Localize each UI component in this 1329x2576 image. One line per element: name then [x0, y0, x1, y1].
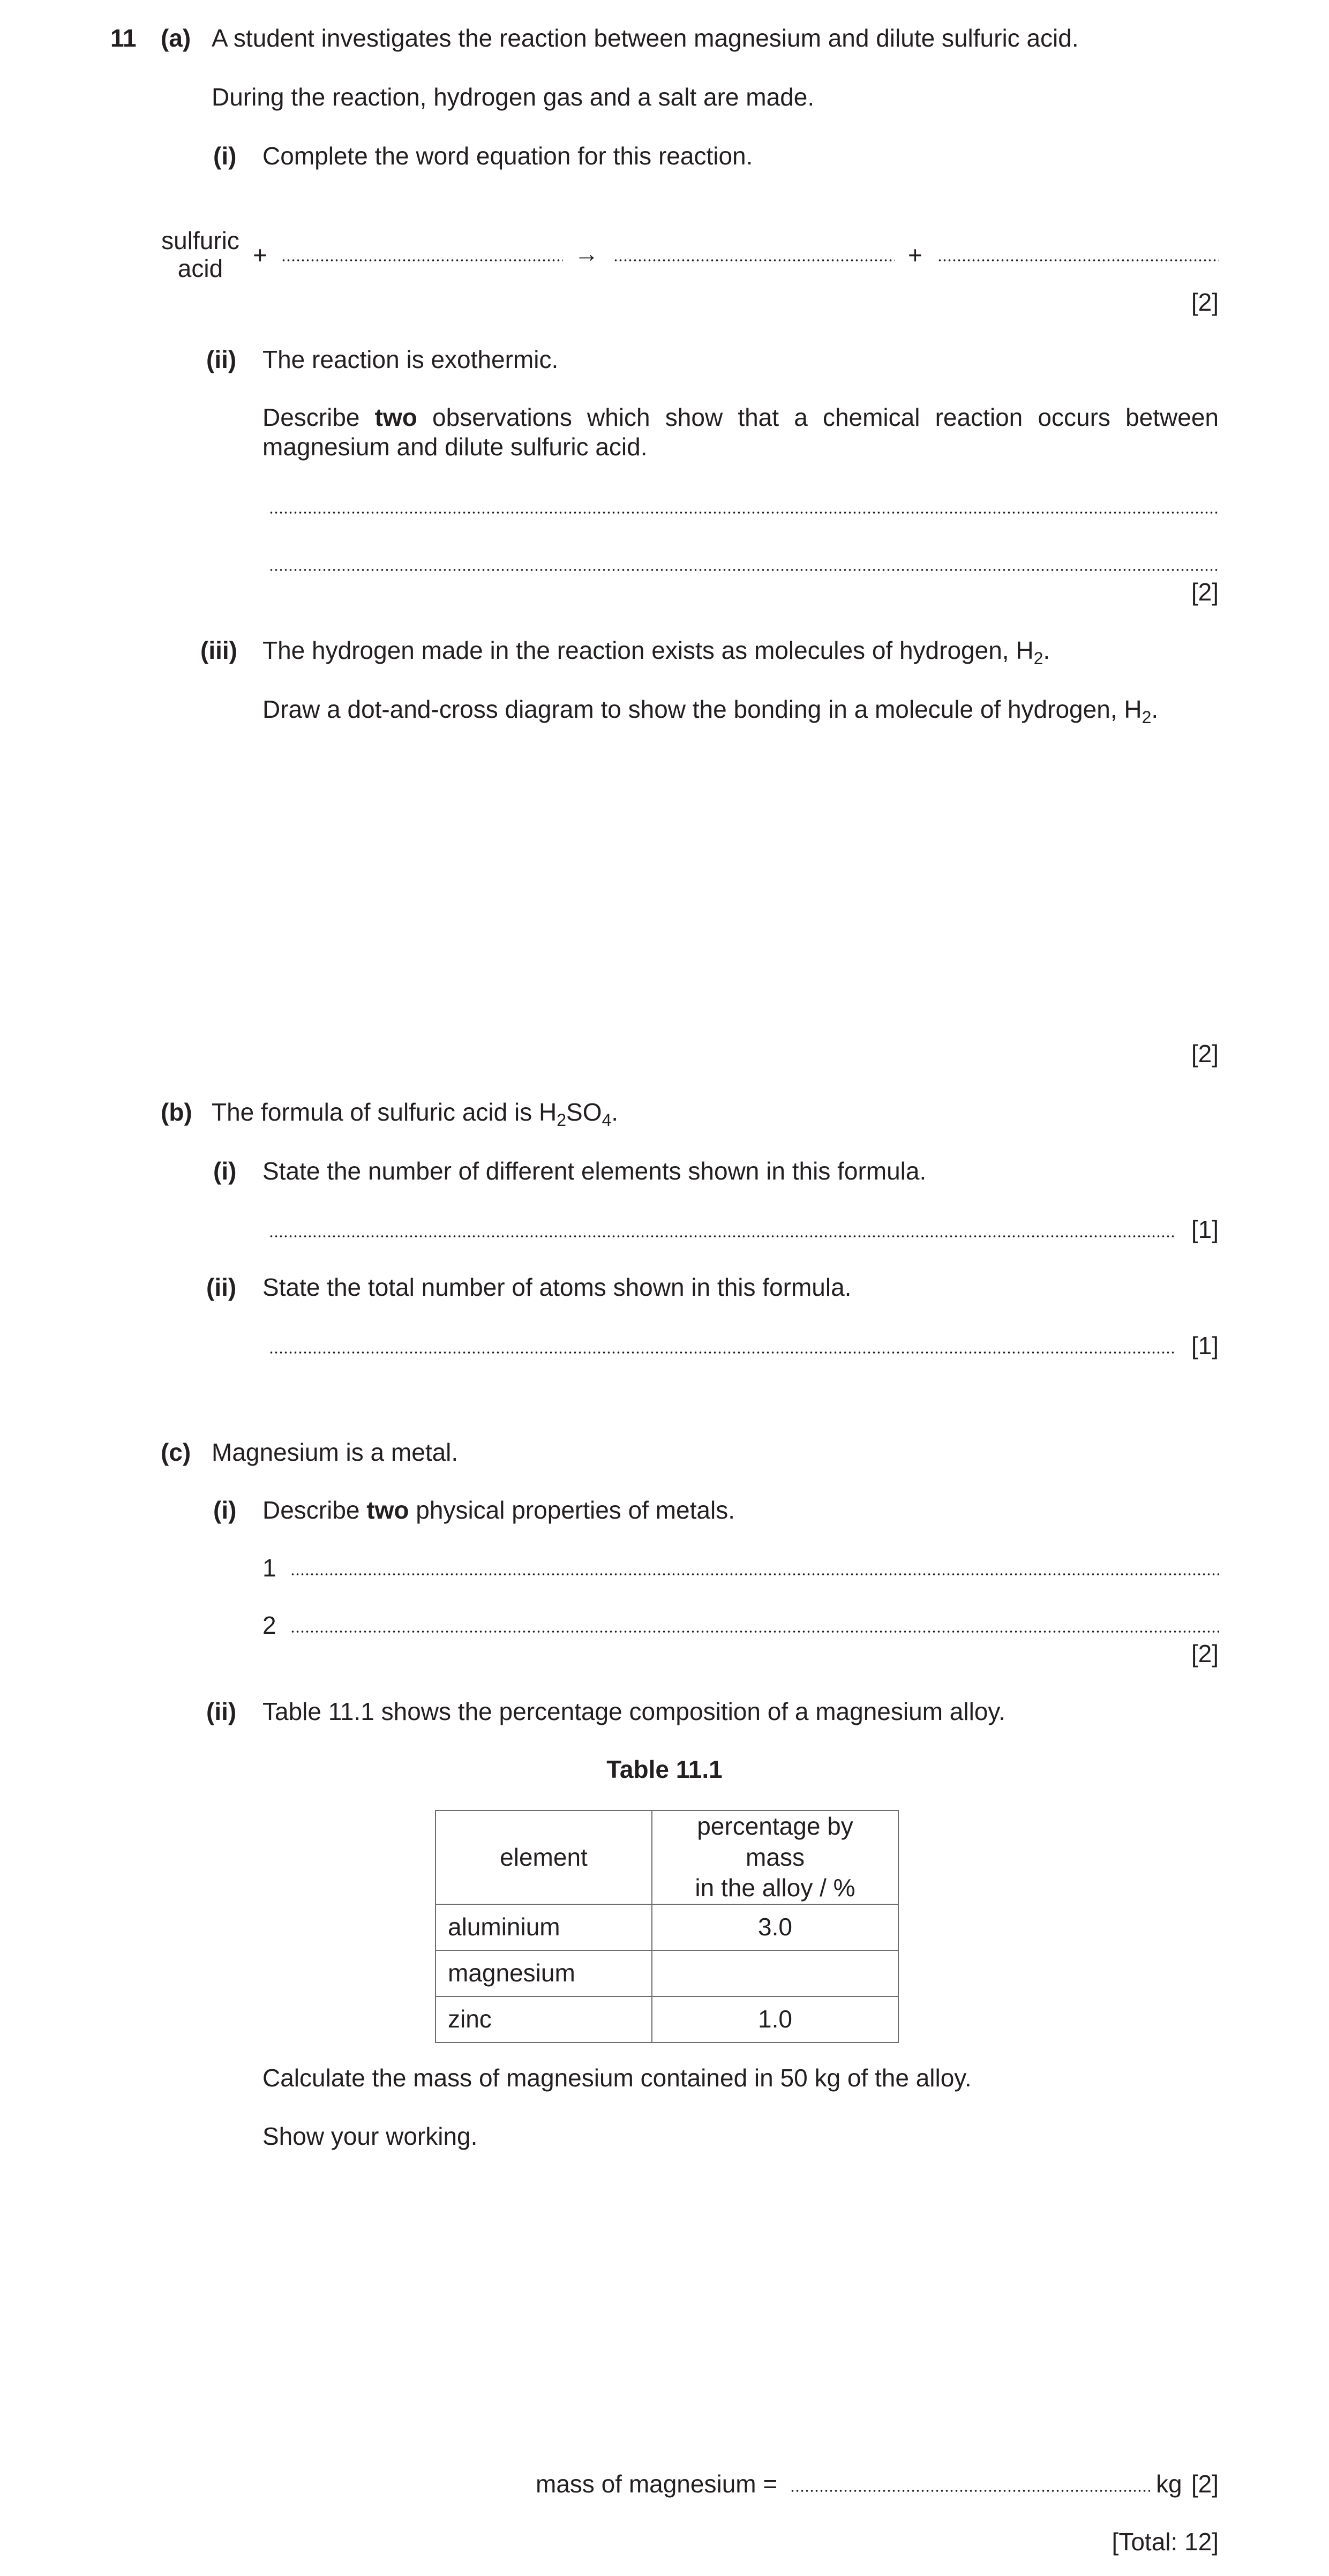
text-2-post: observations which show that a chemical reaction occurs between magnesium and dilute sulfuric acid.: [262, 403, 1219, 461]
answer-label: mass of magnesium =: [536, 2470, 778, 2498]
answer-line-a-ii-1[interactable]: [269, 512, 1219, 514]
cell-value: 3.0: [652, 1904, 898, 1950]
answer-line-reactant-2[interactable]: [281, 259, 563, 261]
formula-sub-1: 2: [557, 1110, 567, 1130]
cell-value: 1.0: [652, 1996, 898, 2042]
part-a-iii-label: (iii): [200, 636, 237, 664]
formula-text-mid: SO: [566, 1098, 602, 1126]
table-row: [436, 1996, 898, 2042]
part-a-iii-text-2: [262, 695, 1159, 727]
answer-line-c-i-1[interactable]: [290, 1573, 1219, 1575]
drawing-area[interactable]: [262, 745, 1219, 1002]
text-pre: Describe: [262, 1496, 367, 1524]
marks-a-i: [2]: [1191, 288, 1219, 316]
part-a-label: (a): [161, 24, 191, 52]
marks-a-ii: [2]: [1191, 578, 1219, 606]
marks-c-i: [2]: [1191, 1640, 1219, 1668]
equation-arrow: →: [574, 239, 599, 267]
part-a-i-label: (i): [213, 142, 237, 170]
cell-element: magnesium: [436, 1950, 652, 1996]
text-2-bold: two: [374, 403, 417, 431]
total-marks: [Total: 12]: [1112, 2528, 1219, 2556]
text-2-end: .: [1151, 695, 1159, 723]
part-b-ii-label: (ii): [206, 1273, 237, 1301]
part-b-text: [212, 1098, 619, 1130]
table-header-row: [436, 1811, 898, 1904]
table-row: [436, 1950, 898, 1996]
header-percentage-line-2: in the alloy / %: [695, 1874, 855, 1902]
part-b-i-label: (i): [213, 1157, 237, 1185]
part-b-label: (b): [161, 1098, 192, 1126]
text-1-sub: 2: [1033, 649, 1043, 668]
part-a-ii-label: (ii): [206, 346, 237, 373]
marks-b-ii: [1]: [1191, 1332, 1219, 1360]
part-c-i-label: (i): [213, 1496, 237, 1524]
text-bold: two: [366, 1496, 409, 1524]
answer-line-product-2[interactable]: [937, 259, 1219, 261]
formula-sub-2: 4: [602, 1110, 612, 1130]
cell-element: aluminium: [436, 1904, 652, 1950]
part-a-i-text: Complete the word equation for this reaction.: [262, 142, 753, 170]
text-2: Draw a dot-and-cross diagram to show the bonding in a molecule of hydrogen, H: [262, 695, 1142, 723]
part-a-ii-text-1: The reaction is exothermic.: [262, 346, 559, 373]
text-2-pre: Describe: [262, 403, 375, 431]
part-a-intro-1: A student investigates the reaction between magnesium and dilute sulfuric acid.: [212, 24, 1079, 52]
part-a-ii-text-2: [262, 403, 1219, 462]
property-line-2-number: 2: [262, 1611, 276, 1639]
formula-text-end: .: [611, 1098, 619, 1126]
part-c-text: Magnesium is a metal.: [212, 1438, 459, 1466]
part-c-label: (c): [161, 1438, 191, 1466]
part-b-i-text: State the number of different elements shown in this formula.: [262, 1157, 927, 1185]
composition-table: [435, 1810, 899, 2043]
part-c-ii-calc-text: Calculate the mass of magnesium contained in 50 kg of the alloy.: [262, 2064, 972, 2092]
part-a-iii-text-1: [262, 636, 1050, 668]
header-percentage-line-1: percentage by mass: [697, 1812, 853, 1871]
working-area[interactable]: [262, 2164, 1219, 2453]
equation-plus-2: +: [908, 241, 922, 269]
answer-unit: kg: [1156, 2470, 1182, 2498]
part-c-ii-label: (ii): [206, 1698, 237, 1725]
cell-element: zinc: [436, 1996, 652, 2042]
header-element: element: [436, 1811, 652, 1904]
text-1-end: .: [1043, 636, 1050, 664]
part-c-ii-text: Table 11.1 shows the percentage composition of a magnesium alloy.: [262, 1698, 1005, 1725]
part-a-intro-2: During the reaction, hydrogen gas and a salt are made.: [212, 83, 815, 111]
text-2-sub: 2: [1142, 708, 1152, 727]
header-percentage: [652, 1811, 898, 1904]
equation-reactant-sulfuric-acid: [161, 227, 240, 282]
text-post: physical properties of metals.: [409, 1496, 735, 1524]
marks-a-iii: [2]: [1191, 1040, 1219, 1068]
answer-line-product-1[interactable]: [613, 259, 895, 261]
formula-text-pre: The formula of sulfuric acid is H: [212, 1098, 557, 1126]
answer-line-mass[interactable]: [790, 2490, 1150, 2492]
part-c-i-text: [262, 1496, 735, 1525]
reactant-line-1: sulfuric: [161, 227, 239, 254]
marks-c-ii: [2]: [1191, 2470, 1219, 2498]
answer-line-a-ii-2[interactable]: [269, 569, 1219, 571]
text-1: The hydrogen made in the reaction exists as molecules of hydrogen, H: [262, 636, 1034, 664]
cell-value: [652, 1950, 898, 1996]
answer-line-b-ii[interactable]: [269, 1351, 1174, 1354]
marks-b-i: [1]: [1191, 1215, 1219, 1243]
property-line-1-number: 1: [262, 1554, 276, 1582]
table-row: [436, 1904, 898, 1950]
part-b-ii-text: State the total number of atoms shown in this formula.: [262, 1273, 852, 1301]
reactant-line-2: acid: [177, 254, 223, 282]
question-number: 11: [110, 24, 137, 52]
table-title: Table 11.1: [606, 1755, 723, 1783]
part-c-ii-working-text: Show your working.: [262, 2122, 478, 2150]
answer-line-b-i[interactable]: [269, 1235, 1174, 1237]
equation-plus-1: +: [253, 241, 267, 269]
answer-line-c-i-2[interactable]: [290, 1631, 1219, 1633]
